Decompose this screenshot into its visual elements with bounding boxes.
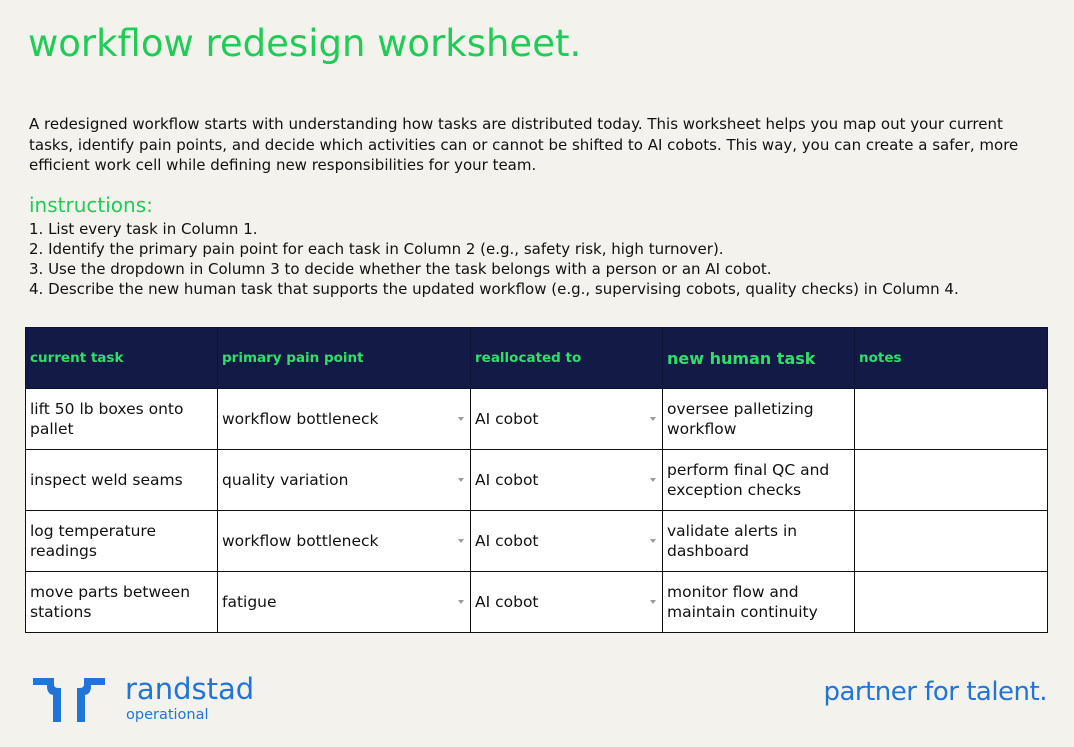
- instruction-step: 1. List every task in Column 1.: [29, 220, 258, 238]
- chevron-down-icon[interactable]: [650, 417, 656, 421]
- table-row: [26, 450, 1048, 511]
- new-human-task-cell[interactable]: validate alerts in dashboard: [663, 511, 855, 572]
- current-task-cell[interactable]: inspect weld seams: [26, 450, 218, 511]
- instructions-heading: instructions:: [29, 193, 153, 217]
- chevron-down-icon[interactable]: [458, 478, 464, 482]
- reallocated-to-dropdown[interactable]: [471, 511, 663, 572]
- pain-point-dropdown[interactable]: [218, 572, 471, 633]
- pain-point-dropdown[interactable]: [218, 389, 471, 450]
- pain-point-value: workflow bottleneck: [222, 410, 379, 428]
- notes-cell[interactable]: [855, 450, 1048, 511]
- table-header-row: [26, 328, 1048, 389]
- new-human-task-cell[interactable]: oversee palletizing workflow: [663, 389, 855, 450]
- reallocated-to-value: AI cobot: [475, 471, 539, 489]
- header-new-human-task: new human task: [663, 328, 855, 389]
- new-human-task-cell[interactable]: monitor flow and maintain continuity: [663, 572, 855, 633]
- notes-cell[interactable]: [855, 511, 1048, 572]
- header-current-task: current task: [26, 328, 218, 389]
- header-primary-pain-point: primary pain point: [218, 328, 471, 389]
- notes-cell[interactable]: [855, 389, 1048, 450]
- brand-subtitle: operational: [126, 707, 209, 723]
- current-task-cell[interactable]: log temperature readings: [26, 511, 218, 572]
- instruction-step: 2. Identify the primary pain point for each task in Column 2 (e.g., safety risk, high turnover).: [29, 240, 724, 258]
- reallocated-to-dropdown[interactable]: [471, 450, 663, 511]
- table-row: [26, 389, 1048, 450]
- instruction-step: 4. Describe the new human task that supports the updated workflow (e.g., supervising cobots, quality checks) in Column 4.: [29, 280, 959, 298]
- reallocated-to-value: AI cobot: [475, 410, 539, 428]
- reallocated-to-value: AI cobot: [475, 593, 539, 611]
- reallocated-to-dropdown[interactable]: [471, 572, 663, 633]
- tagline: partner for talent.: [823, 677, 1047, 707]
- header-notes: notes: [855, 328, 1048, 389]
- chevron-down-icon[interactable]: [650, 539, 656, 543]
- instructions-list: [29, 219, 959, 299]
- pain-point-value: quality variation: [222, 471, 349, 489]
- instruction-step: 3. Use the dropdown in Column 3 to decide whether the task belongs with a person or an AI cobot.: [29, 260, 772, 278]
- notes-cell[interactable]: [855, 572, 1048, 633]
- reallocated-to-value: AI cobot: [475, 532, 539, 550]
- pain-point-dropdown[interactable]: [218, 450, 471, 511]
- brand-name: randstad: [125, 672, 255, 706]
- new-human-task-cell[interactable]: perform final QC and exception checks: [663, 450, 855, 511]
- pain-point-dropdown[interactable]: [218, 511, 471, 572]
- page-title: workflow redesign worksheet.: [28, 22, 582, 65]
- chevron-down-icon[interactable]: [458, 600, 464, 604]
- current-task-cell[interactable]: lift 50 lb boxes onto pallet: [26, 389, 218, 450]
- pain-point-value: fatigue: [222, 593, 277, 611]
- chevron-down-icon[interactable]: [458, 539, 464, 543]
- pain-point-value: workflow bottleneck: [222, 532, 379, 550]
- randstad-logo-icon: [33, 678, 105, 722]
- table-row: [26, 572, 1048, 633]
- intro-paragraph: A redesigned workflow starts with understanding how tasks are distributed today. This worksheet helps you map out your current tasks, identify pain points, and decide which activities can or cannot be shifted to AI cobots. This way, you can create a safer, more efficient work cell while defining new responsibilities for your team.: [29, 115, 1019, 174]
- table-row: [26, 511, 1048, 572]
- chevron-down-icon[interactable]: [650, 478, 656, 482]
- chevron-down-icon[interactable]: [650, 600, 656, 604]
- header-reallocated-to: reallocated to: [471, 328, 663, 389]
- reallocated-to-dropdown[interactable]: [471, 389, 663, 450]
- chevron-down-icon[interactable]: [458, 417, 464, 421]
- worksheet-table: [25, 327, 1048, 633]
- current-task-cell[interactable]: move parts between stations: [26, 572, 218, 633]
